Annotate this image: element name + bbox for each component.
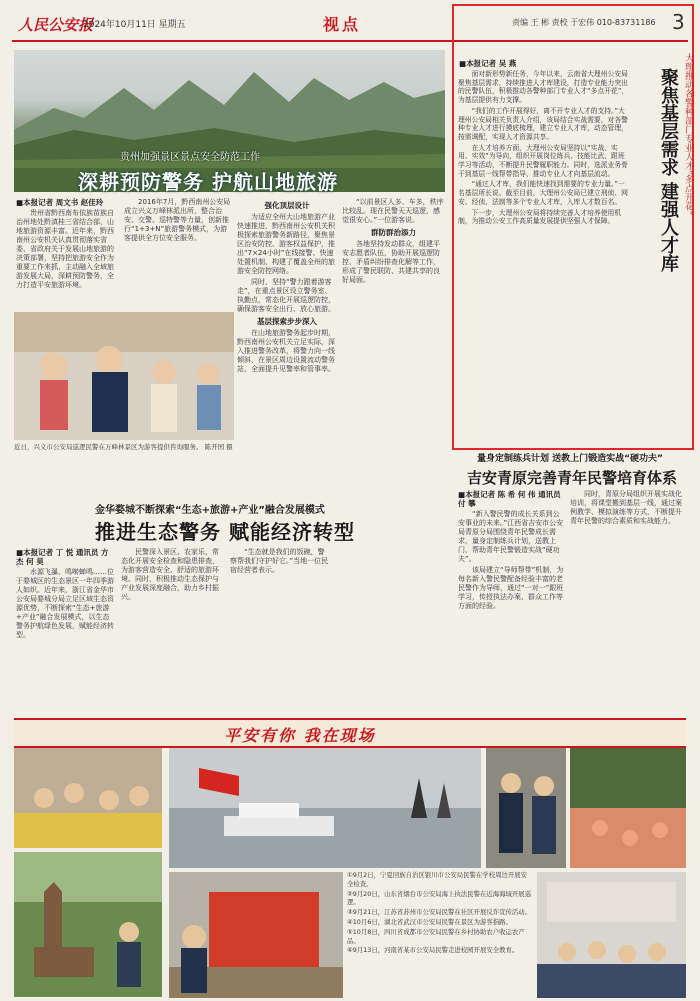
subhead: 基层探索步步深入: [257, 317, 317, 326]
paragraph: 下一步，大理州公安局将持续完善人才培养使用机制，为推动公安工作高质量发展提供坚强人才保障。: [458, 208, 622, 226]
story-right-body: [458, 70, 631, 448]
subhead: 强化顶层设计: [264, 201, 310, 210]
paragraph: “新入警民警的成长关系到公安事业的未来。”江西省吉安市公安局青原分局围绕青年民警成长需求，量身定制练兵计划，送教上门，帮助青年民警锻造实战“硬功夫”。: [458, 510, 564, 563]
paragraph: 水源飞瀑、鸣啭蝉鸣……位于婺城区的生态景区一年四季游人如织。近年来，浙江省金华市公安局婺城分局立足区域生态资源优势，不断探索“生态+旅游+产业”融合发展模式，以生态警务护航绿色发展，赋能经济转型。: [16, 568, 114, 639]
story-top-column-4: [342, 198, 445, 498]
police-with-children-photo: [14, 312, 234, 440]
paragraph: 面对新形势新任务，今年以来，云南省大理州公安局聚焦基层需求，持续推进人才库建设，打造专业能力突出的民警队伍，积极推动各警种部门专业人才“多点开花”，为基层提供有力支撑。: [458, 70, 629, 105]
story-lower-right-headline: 吉安青原完善青年民警培育体系: [467, 469, 678, 487]
story-top-headline: 深耕预防警务 护航山地旅游: [78, 170, 338, 194]
page-number: 3: [672, 10, 685, 34]
caption-item: ③9月21日，江苏省苏州市公安局民警在社区开展反诈宣传活动。: [347, 908, 532, 917]
photo-caption: 近日，兴义市公安局巡逻民警在万峰林景区为游客提供咨询服务。 陈开国 摄: [14, 443, 233, 451]
caption-item: ④10月6日，湖北省武汉市公安局民警在景区为游客指路。: [347, 917, 512, 926]
story-middle-column-3: [230, 548, 330, 713]
caption-item: ⑤10月8日，四川省成都市公安局民警在乡村协助农户收运农产品。: [347, 927, 525, 945]
feature-banner: [14, 718, 686, 748]
patrol-boat-photo: [169, 748, 481, 868]
story-lower-right-byline: ■本报记者 陈 希 何 伟 通讯员 付 攀: [458, 490, 561, 508]
harvest-vehicle-photo: [169, 872, 343, 998]
story-middle-column-1: [16, 548, 116, 713]
story-middle-kicker: 金华婺城不断探索“生态+旅游+产业”融合发展模式: [95, 505, 325, 516]
school-education-photo: [537, 872, 686, 998]
story-top-column-3: [237, 198, 337, 498]
caption-item: ②9月20日，山东省烟台市公安局海上执法民警在近海海域开展巡逻。: [347, 889, 532, 907]
story-top-byline: ■本报记者 周文书 赵佳玲: [16, 198, 104, 207]
alpaca-photo: [14, 852, 162, 997]
paragraph: 同时，坚持“警力跟着游客走”，在重点景区设立警务室、执勤点，常态化开展巡逻防控，确保游客安全出行、放心旅游。: [237, 278, 335, 313]
story-right-byline: ■本报记者 吴 燕: [459, 59, 517, 68]
caption-item: ⑥9月13日，河南省某市公安局民警走进校园开展安全教育。: [347, 946, 519, 955]
story-middle-byline: ■本报记者 丁 悦 通讯员 方 杰 何 昊: [16, 548, 109, 566]
officers-market-photo: [486, 748, 566, 868]
story-lower-right-column-1: [458, 490, 564, 712]
story-right-kicker: 大理推动各警种部门专业人才“多点开花”: [683, 53, 693, 216]
paragraph: “通过人才库，我们能快速找到需要的专业力量。”一名基层所长说。截至目前，大理州公安局已建立刑侦、网安、经侦、法制等多个专业人才库，入库人才数百名。: [458, 180, 628, 206]
banner-title: 平安有你 我在现场: [224, 726, 376, 745]
story-middle-headline: 推进生态警务 赋能经济转型: [95, 520, 355, 544]
story-lower-right-kicker: 量身定制练兵计划 送教上门锻造实战“硬功夫”: [477, 454, 663, 464]
subhead: 群防群治添力: [371, 228, 416, 237]
story-right-headline: 聚焦基层需求 建强人才库: [658, 68, 679, 273]
story-top-column-1: [16, 198, 120, 310]
paragraph: “我们的工作开展得好，离不开专业人才的支持。”大理州公安局相关负责人介绍，该局结合实战需要，对各警种专业人才进行摸底梳理，建立专业人才库，动态管理，按需调配，实现人才资源共享。: [458, 106, 628, 141]
section-title: 视点: [323, 15, 362, 34]
issue-date: 2024年10月11日 星期五: [83, 20, 186, 30]
paragraph: “生态就是我们的饭碗，警察帮我们守护好它。”当地一位民宿经营者表示。: [230, 548, 329, 574]
editor-credits: 责编 王 彬 责校 于宏伟 010-83731186: [512, 18, 656, 27]
school-crowd-photo: [14, 748, 162, 848]
fruit-harvest-photo: [570, 748, 686, 868]
paragraph: 民警深入景区、农家乐，常态化开展安全检查和隐患排查，为游客营造安全、舒适的旅游环境。同时，积极推动生态保护与产业发展深度融合，助力乡村振兴。: [121, 548, 219, 601]
paragraph: 为适应全州大山地旅游产业快速推进，黔西南州公安机关积极探索旅游警务新路径，聚焦景区治安防控、游客权益保护，推出“7×24小时”在线接警、快速处置机制，构建了覆盖全州的旅游安全防控网络。: [237, 213, 335, 275]
story-lower-right-column-2: [570, 490, 686, 712]
story-top-kicker: 贵州加强景区景点安全防范工作: [120, 152, 260, 163]
paragraph: 各地坚持发动群众，组建平安志愿者队伍，协助开展巡逻防控、矛盾纠纷排查化解等工作，形成了警民联防、共建共享的良好局面。: [342, 240, 440, 284]
paragraph: 同时，青原分局组织开展实战化培训，将课堂搬到基层一线，通过案例教学、模拟演练等方式，不断提升青年民警的综合素质和实战能力。: [570, 490, 682, 525]
masthead-logo: 人民公安报: [18, 16, 94, 34]
bottom-photo-captions: [347, 871, 532, 999]
paragraph: 2016年7月，黔西南州公安局成立兴义万峰林派出所，整合治安、交警、巡特警等力量，创新推行“1+3+N”旅游警务模式，为游客提供全方位安全服务。: [124, 198, 231, 242]
paragraph: “以前景区人多、车多，秩序比较乱。现在民警天天巡逻，感觉很安心。”一位游客说。: [342, 198, 444, 224]
story-top-column-2: [124, 198, 232, 310]
story-middle-column-2: [121, 548, 225, 713]
paragraph: 在人才培养方面，大理州公安局坚持以“实战、实用、实效”为导向，组织开展岗位练兵、技能比武、跟班学习等活动，不断提升民警履职能力。同时，选派业务骨干到基层一线帮带指导，推动专业人才向基层流动。: [458, 143, 628, 178]
paragraph: 该局建立“导师帮带”机制，为每名新入警民警配备经验丰富的老民警作为导师，通过“一对一”跟班学习，传授执法办案、群众工作等方面的经验。: [458, 566, 564, 610]
paragraph: 在山地旅游警务起步时期，黔西南州公安机关立足实际，深入推进警务改革，将警力向一线倾斜，在景区周边设置流动警务站，全面提升见警率和管事率。: [237, 329, 335, 373]
paragraph: 贵州省黔西南布依族苗族自治州地处黔滇桂三省结合部，山地旅游资源丰富。近年来，黔西南州公安机关认真贯彻落实省委、省政府关于发展山地旅游的决策部署，坚持把旅游安全作为重要工作来抓，主动融入全域旅游发展大局，深耕预防警务，全力打造平安旅游环境。: [16, 209, 114, 289]
caption-item: ①9月2日，宁夏回族自治区银川市公安局民警在学校周边开展安全检查。: [347, 871, 528, 888]
